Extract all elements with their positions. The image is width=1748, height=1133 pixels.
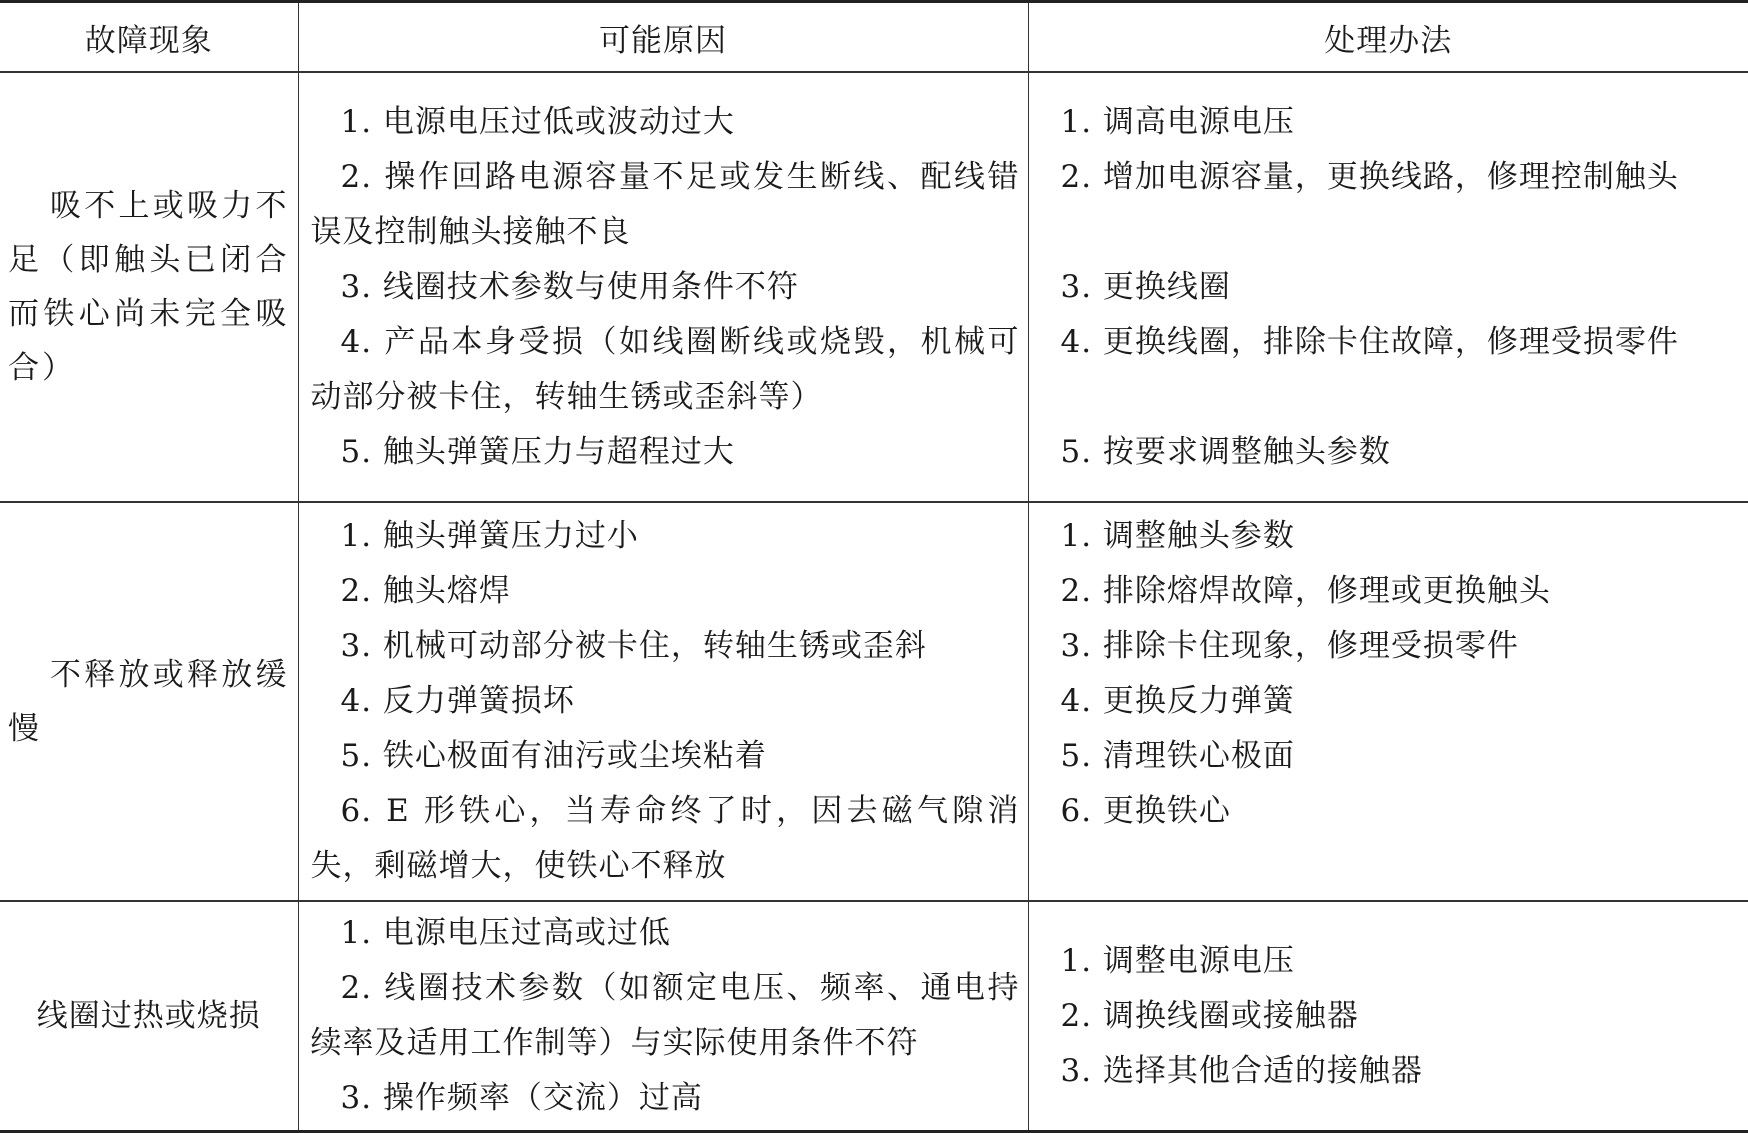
table-row [0, 901, 1748, 1132]
cause-item: 4. 产品本身受损（如线圈断线或烧毁，机械可动部分被卡住，转轴生锈或歪斜等） [311, 315, 1020, 425]
cause-item: 1. 电源电压过低或波动过大 [311, 95, 1020, 150]
cause-item: 1. 电源电压过高或过低 [311, 906, 1020, 961]
solutions-cell [1028, 502, 1748, 901]
solutions-list [1029, 509, 1748, 894]
solution-item: 3. 更换线圈 [1041, 260, 1741, 315]
solutions-cell [1028, 901, 1748, 1132]
header-row [0, 2, 1748, 73]
causes-cell [298, 502, 1028, 901]
phenomenon-cell [0, 502, 298, 901]
phenomenon-text: 吸不上或吸力不足（即触头已闭合而铁心尚未完全吸合） [0, 179, 298, 395]
cause-item: 2. 触头熔焊 [311, 564, 1020, 619]
causes-list [299, 906, 1028, 1126]
solution-item: 4. 更换反力弹簧 [1041, 674, 1741, 729]
solution-item: 3. 排除卡住现象，修理受损零件 [1041, 619, 1741, 674]
causes-list [299, 509, 1028, 894]
causes-list [299, 95, 1028, 480]
solution-item: 2. 排除熔焊故障，修理或更换触头 [1041, 564, 1741, 619]
header-solutions: 处理办法 [1028, 2, 1748, 73]
causes-cell [298, 901, 1028, 1132]
solution-item: 5. 按要求调整触头参数 [1041, 425, 1741, 480]
cause-item: 5. 触头弹簧压力与超程过大 [311, 425, 1020, 480]
phenomenon-cell [0, 901, 298, 1132]
cause-item: 3. 操作频率（交流）过高 [311, 1071, 1020, 1126]
solution-item: 5. 清理铁心极面 [1041, 729, 1741, 784]
solution-item: 1. 调整电源电压 [1041, 934, 1741, 989]
cause-item: 2. 线圈技术参数（如额定电压、频率、通电持续率及适用工作制等）与实际使用条件不符 [311, 961, 1020, 1071]
solution-item: 1. 调整触头参数 [1041, 509, 1741, 564]
solution-item: 3. 选择其他合适的接触器 [1041, 1044, 1741, 1099]
cause-item: 2. 操作回路电源容量不足或发生断线、配线错误及控制触头接触不良 [311, 150, 1020, 260]
cause-item: 1. 触头弹簧压力过小 [311, 509, 1020, 564]
causes-cell [298, 72, 1028, 502]
table-row [0, 72, 1748, 502]
solutions-list [1029, 934, 1748, 1099]
line-spacer [1041, 370, 1741, 425]
cause-item: 4. 反力弹簧损坏 [311, 674, 1020, 729]
cause-item: 3. 机械可动部分被卡住，转轴生锈或歪斜 [311, 619, 1020, 674]
table-row [0, 502, 1748, 901]
header-phenomenon: 故障现象 [0, 2, 298, 73]
cause-item: 3. 线圈技术参数与使用条件不符 [311, 260, 1020, 315]
line-spacer [1041, 839, 1741, 894]
cause-item: 6. E 形铁心，当寿命终了时，因去磁气隙消失，剩磁增大，使铁心不释放 [311, 784, 1020, 894]
solutions-cell [1028, 72, 1748, 502]
solution-item: 2. 增加电源容量，更换线路，修理控制触头 [1041, 150, 1741, 205]
phenomenon-cell [0, 72, 298, 502]
header-causes: 可能原因 [298, 2, 1028, 73]
phenomenon-text: 不释放或释放缓慢 [0, 648, 298, 756]
solution-item: 1. 调高电源电压 [1041, 95, 1741, 150]
solution-item: 2. 调换线圈或接触器 [1041, 989, 1741, 1044]
solution-item: 4. 更换线圈，排除卡住故障，修理受损零件 [1041, 315, 1741, 370]
cause-item: 5. 铁心极面有油污或尘埃粘着 [311, 729, 1020, 784]
phenomenon-text: 线圈过热或烧损 [0, 989, 298, 1043]
solution-item: 6. 更换铁心 [1041, 784, 1741, 839]
solutions-list [1029, 95, 1748, 480]
line-spacer [1041, 205, 1741, 260]
